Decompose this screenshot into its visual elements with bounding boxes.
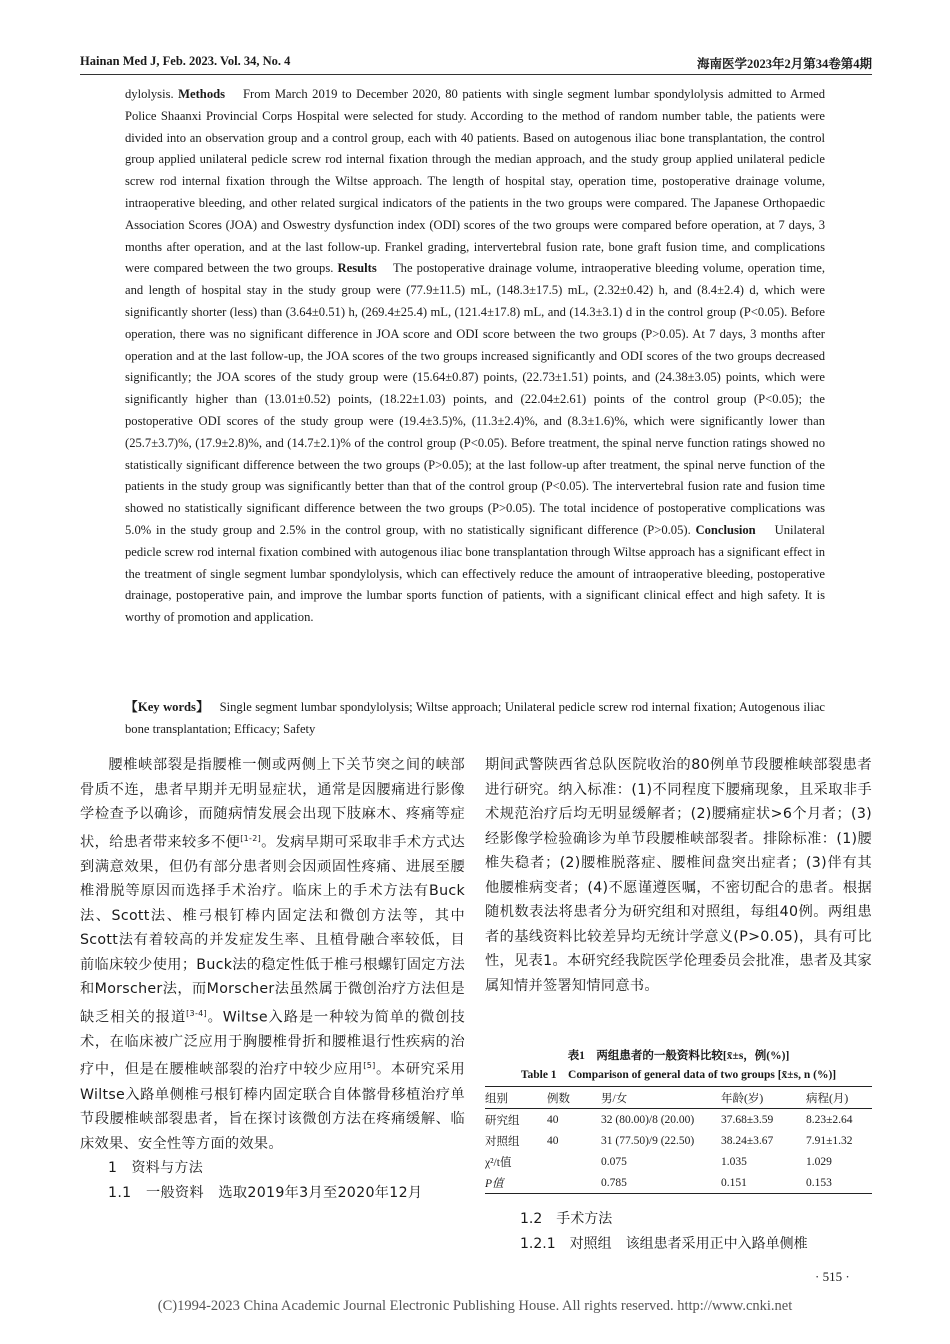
th-age: 年龄(岁)	[721, 1087, 806, 1109]
cell: 7.91±1.32	[806, 1134, 853, 1147]
keywords-label: 【Key words】	[125, 700, 210, 714]
section-1-2-heading: 1.2 手术方法	[520, 1211, 613, 1227]
cell: 32 (80.00)/8 (20.00)	[601, 1113, 695, 1126]
right-column	[485, 753, 872, 1073]
citation-1: [1-2]	[240, 833, 262, 843]
journal-citation-cn: 海南医学2023年2月第34卷第4期	[696, 57, 872, 71]
subjects-paragraph: 期间武警陕西省总队医院收治的80例单节段腰椎峡部裂患者进行研究。纳入标准：(1)不同程度下腰痛现象，且采取非手术规范治疗后均无明显缓解者；(2)腰痛症状>6个月者；(3)经影像学检验确诊为单节段腰椎峡部裂者。排除标准：(1)腰椎失稳者；(2)腰椎脱落症、腰椎间盘突出症者；(3)伴有其他腰椎病变者；(4)不愿谨遵医嘱，不密切配合的患者。根据随机数表法将患者分为研究组和对照组，每组40例。两组患者的基线资料比较差异均无统计学意义(P>0.05)，具有可比性，见表1。本研究经我院医学伦理委员会批准，患者及其家属知情并签署知情同意书。	[485, 757, 872, 994]
table-title-en: Table 1 Comparison of general data of two groups [x̄±s, n (%)]	[520, 1069, 837, 1081]
th-count: 例数	[547, 1087, 601, 1109]
th-duration: 病程(月)	[806, 1087, 872, 1109]
left-column	[80, 753, 465, 1205]
cell: 0.075	[601, 1155, 627, 1168]
cell: 0.153	[806, 1176, 832, 1189]
page-number: · 515 ·	[815, 1269, 850, 1284]
conclusion-text: Unilateral pedicle screw rod internal fixation combined with autogenous iliac bone transplantation through Wiltse approach has a significant effect in the treatment of single segment lumbar spondylolysis, which can effectively reduce the amount of intraoperative bleeding, postoperative drainage, postoperative pain, and improve the lumbar sports function of patients, with a significant clinical effect and high safety. It is worthy of promotion and application.	[125, 522, 825, 625]
section-1-heading: 1 资料与方法	[108, 1160, 204, 1177]
cell	[547, 1172, 601, 1194]
cell: 1.029	[806, 1155, 832, 1168]
header-rule	[80, 74, 872, 75]
running-header	[80, 54, 872, 74]
intro-text-b: 。发病早期可采取非手术方式达到满意效果，但仍有部分患者则会因顽固性疼痛、进展至腰椎滑脱等原因而选择手术治疗。临床上的手术方法有Buck法、Scott法、椎弓根钉棒内固定法和微创方法等，其中Scott法有着较高的并发症发生率、且植骨融合率较低，目前临床较少使用；Buck法的稳定性低于椎弓根螺钉固定方法和Morscher法，而Morscher法虽然属于微创治疗方法但是缺乏相关的报道	[80, 834, 465, 1026]
cell: 37.68±3.59	[721, 1113, 774, 1126]
cell: 31 (77.50)/9 (22.50)	[601, 1134, 695, 1147]
cell: 研究组	[485, 1114, 520, 1127]
methods-label: Methods	[178, 87, 226, 101]
results-text: The postoperative drainage volume, intraoperative bleeding volume, operation time, and length of hospital stay in the study group were (77.9±11.5) mL, (148.3±17.5) mL, (2.32±0.42) h, and (8.4±2.4) d, which were significantly shorter (less) than (3.64±0.51) h, (269.4±25.4) mL, (121.4±17.8) mL, and (14.3±3.1) d in the control group (P<0.05). Before operation, there was no significant difference in JOA score and ODI score between the two groups (P>0.05). At 7 days, 3 months after operation and at the last follow-up, the JOA scores of the two groups increased significantly and ODI scores of the two groups decreased significantly; the JOA scores of the study group were (15.64±0.87) points, (22.73±1.51) points, and (24.38±3.05) points, which were significantly higher than (13.01±0.52) points, (18.22±1.03) points, and (22.04±2.61) points of the control group (P<0.05); the postoperative ODI scores of the study group were (19.4±3.5)%, (11.3±2.4)%, and (8.3±1.6)%, which were significantly lower than (25.7±3.7)%, (17.9±2.8)%, and (14.7±2.1)% of the control group (P<0.05). Before treatment, the spinal nerve function ratings showed no statistically significant difference between the two groups (P>0.05); at the last follow-up after treatment, the spinal nerve function of the patients in the study group was significantly better than that of the control group (P<0.05). The intervertebral fusion rate and fusion time showed no statistically significant difference between the two groups (P>0.05). The total incidence of postoperative complications was 5.0% in the study group and 2.5% in the control group, with no statistically significant difference (P>0.05).	[125, 261, 825, 537]
intro-text-c: 。Wiltse入路是一种较为简单的微创技术，在临床被广泛应用于胸腰椎骨折和腰椎退行性疾病的治疗中，但是在腰椎峡部裂的治疗中较少应用	[80, 1009, 465, 1079]
citation-3: [5]	[363, 1061, 376, 1071]
table-header-row	[485, 1087, 872, 1109]
intro-paragraph	[80, 753, 465, 1156]
cell: 40	[547, 1134, 559, 1147]
th-group: 组别	[485, 1087, 547, 1109]
table-row	[485, 1130, 872, 1151]
cell	[547, 1151, 601, 1172]
intro-text-a: 腰椎峡部裂是指腰椎一侧或两侧上下关节突之间的峡部骨质不连，患者早期并无明显症状，通常是因腰痛进行影像学检查予以确诊，而随病情发展会出现下肢麻木、疼痛等症状，给患者带来较多不便	[80, 757, 465, 851]
intro-text-d: 。本研究采用Wiltse入路单侧椎弓根钉棒内固定联合自体髂骨移植治疗单节段腰椎峡部裂患者，旨在探讨该微创方法在疼痛缓解、临床效果、安全性等方面的效果。	[80, 1062, 465, 1152]
cell: 0.785	[601, 1176, 627, 1189]
journal-citation-en: Hainan Med J, Feb. 2023. Vol. 34, No. 4	[80, 54, 291, 68]
results-label: Results	[337, 261, 377, 276]
table-row	[485, 1109, 872, 1131]
section-1-2-1-heading: 1.2.1 对照组 该组患者采用正中入路单侧椎	[520, 1236, 808, 1252]
keywords-text: Single segment lumbar spondylolysis; Wiltse approach; Unilateral pedicle screw rod internal fixation; Autogenous iliac bone transplantation; Efficacy; Safety	[125, 700, 825, 736]
cell: 0.151	[721, 1176, 747, 1189]
cell: 40	[547, 1113, 559, 1126]
copyright-footer: (C)1994-2023 China Academic Journal Electronic Publishing House. All rights reserved. http://www.cnki.net	[157, 1298, 793, 1314]
table-row	[485, 1172, 872, 1194]
cell: χ²/t值	[485, 1156, 512, 1169]
citation-2: [3-4]	[186, 1008, 207, 1018]
cell: 1.035	[721, 1155, 747, 1168]
conclusion-label: Conclusion	[695, 522, 756, 537]
cell: 对照组	[485, 1135, 520, 1148]
abstract-lead: dylolysis.	[125, 87, 174, 101]
cell: P值	[485, 1177, 504, 1190]
section-1-1-heading: 1.1 一般资料 选取2019年3月至2020年12月	[108, 1184, 423, 1201]
table-row	[485, 1151, 872, 1172]
keywords	[125, 697, 825, 741]
cell: 8.23±2.64	[806, 1113, 853, 1126]
english-abstract	[125, 84, 825, 629]
methods-text: From March 2019 to December 2020, 80 patients with single segment lumbar spondylolysis admitted to Armed Police Shaanxi Provincial Corps Hospital were selected for study. According to the method of random number table, the patients were divided into an observation group and a control group, each with 40 patients. Based on autogenous iliac bone transplantation, the control group applied unilateral pedicle screw rod internal fixation through the median approach, and the study group applied unilateral pedicle screw rod internal fixation through the Wiltse approach. The length of hospital stay, operation time, postoperative drainage volume, intraoperative bleeding, and other related surgical indicators of the patients in the two groups were compared. The Japanese Orthopaedic Association Scores (JOA) and Oswestry dysfunction index (ODI) scores of the two groups were compared before operation, at 7 days, 3 months after operation, and at the last follow-up. Frankel grading, intervertebral fusion rate, bone graft fusion time, and complications were compared between the two groups.	[125, 87, 825, 276]
th-sex: 男/女	[601, 1087, 721, 1109]
table-title-cn: 表1 两组患者的一般资料比较[x̄±s，例(%)]	[567, 1050, 790, 1062]
cell: 38.24±3.67	[721, 1134, 774, 1147]
general-data-table	[485, 1086, 872, 1194]
